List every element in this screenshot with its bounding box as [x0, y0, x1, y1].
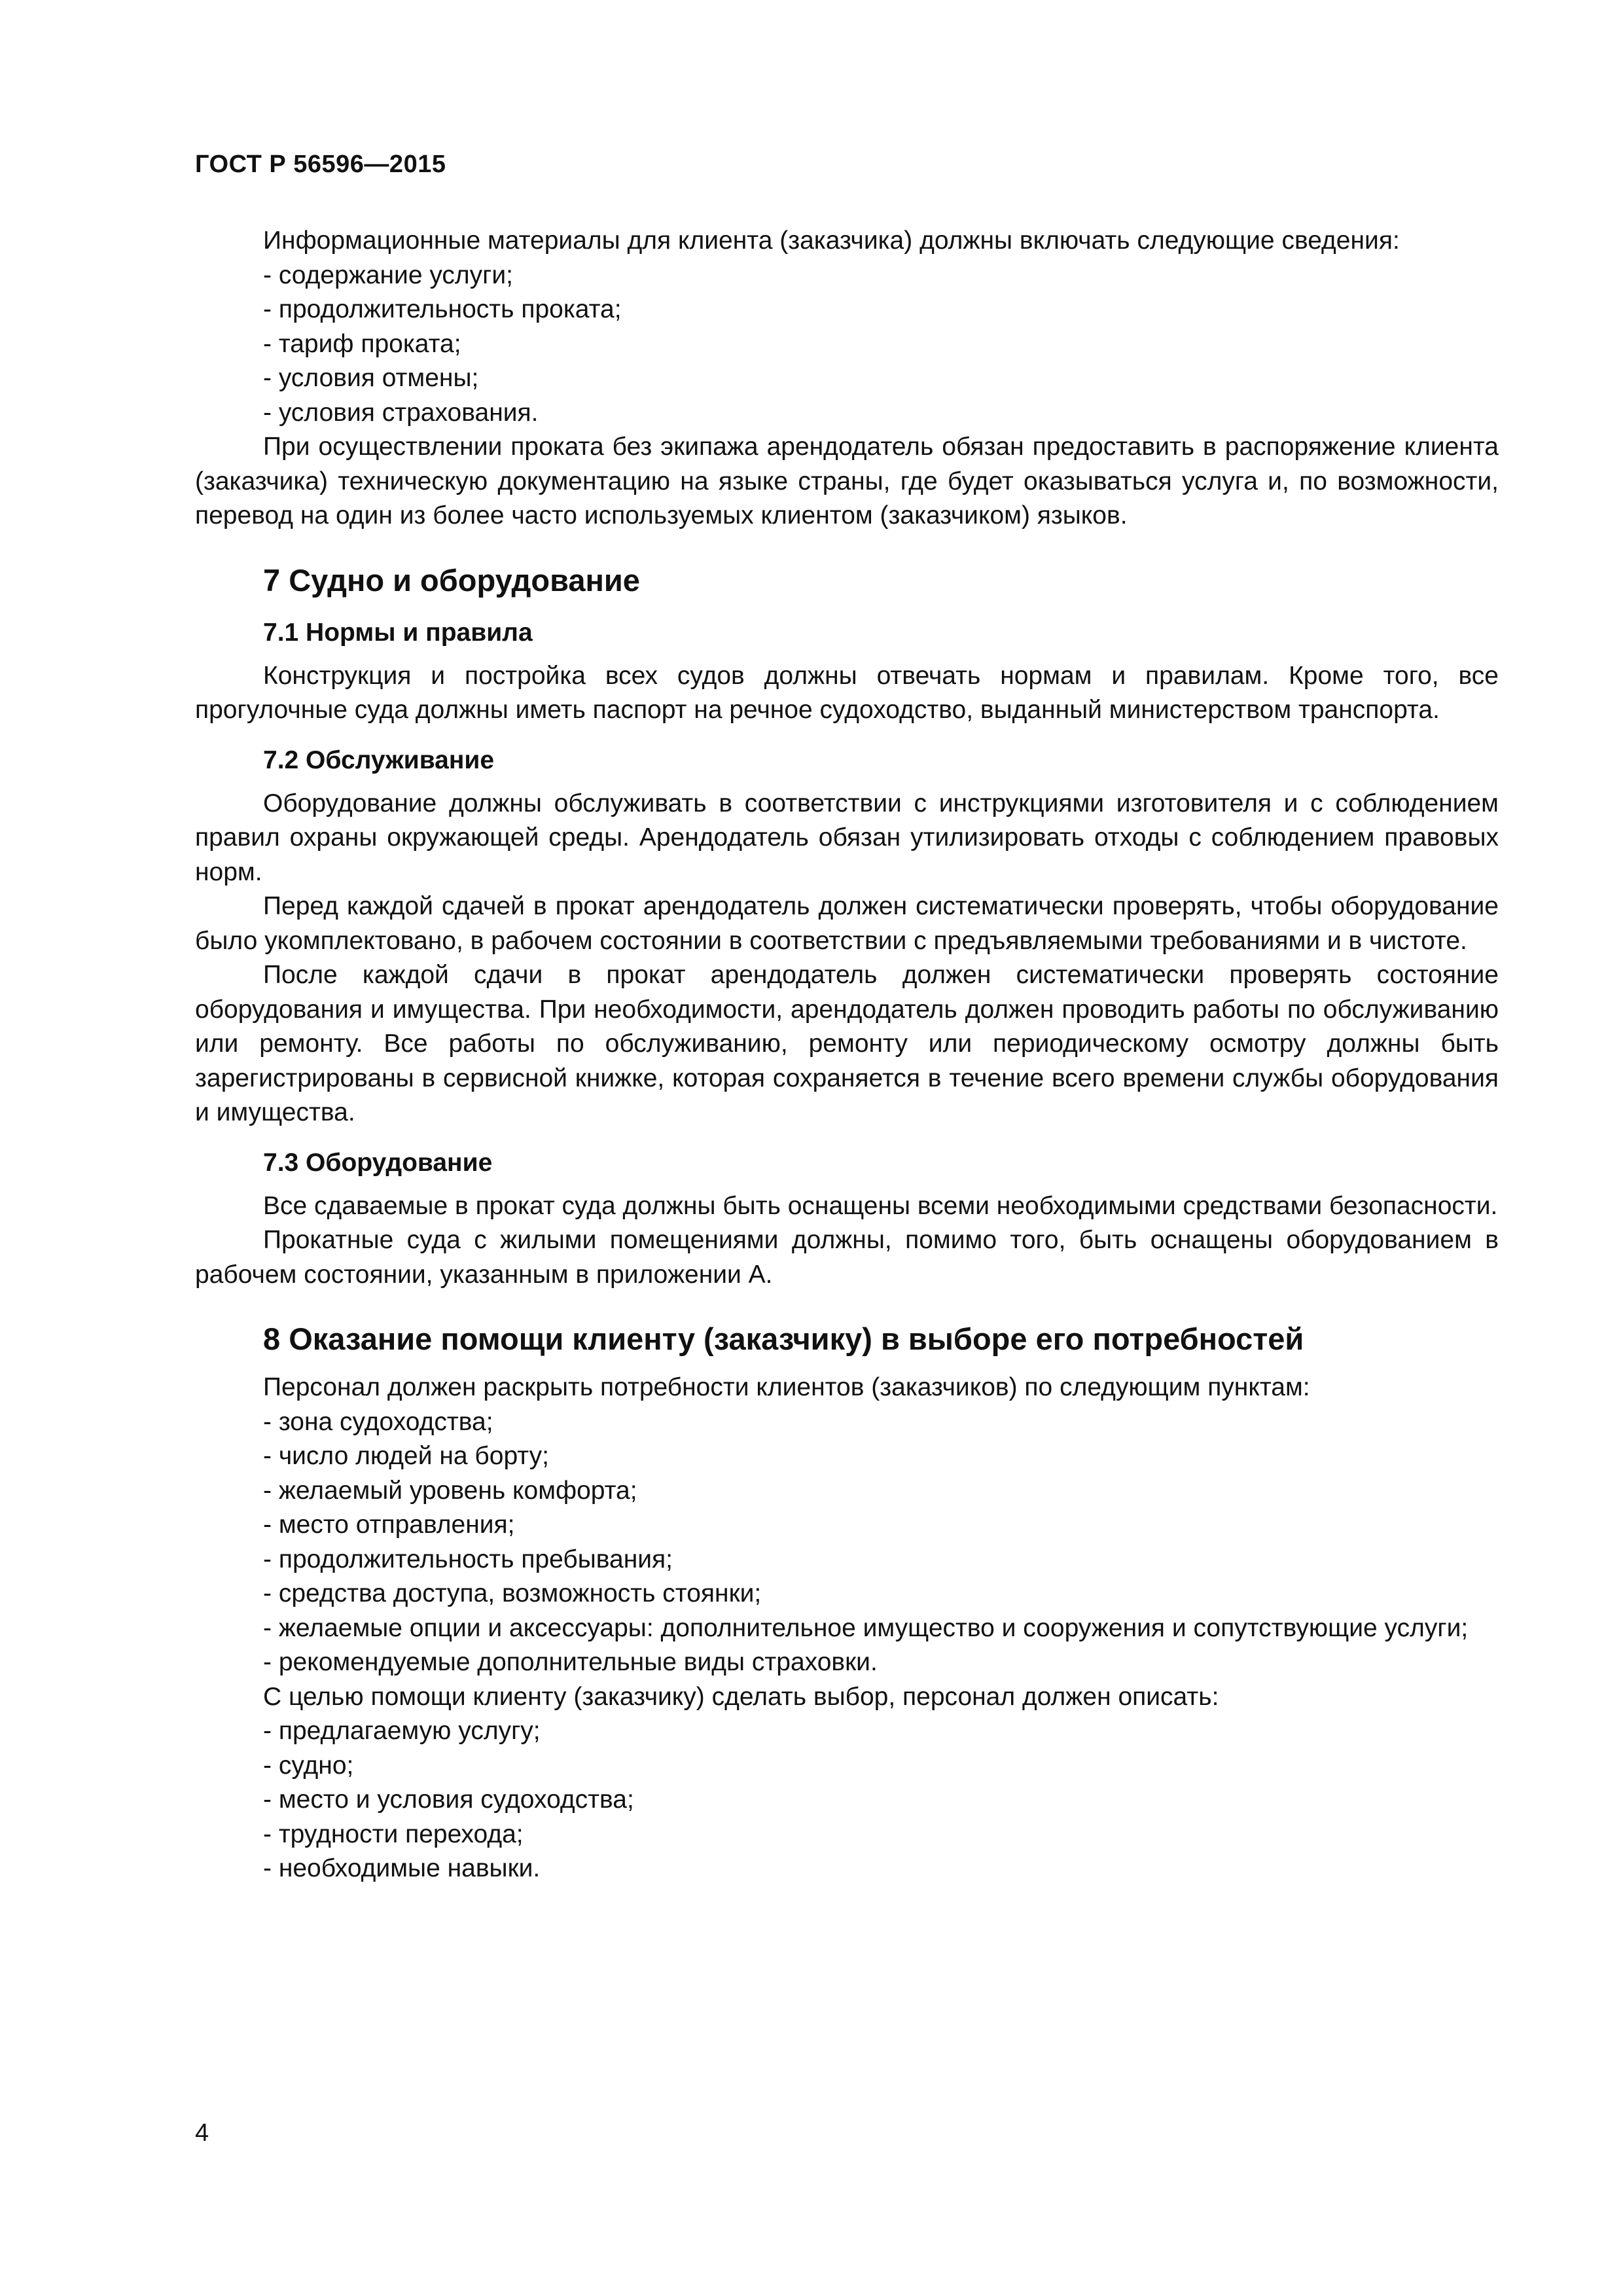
describe-item: - необходимые навыки. [263, 1854, 541, 1882]
describe-item: - трудности перехода; [263, 1820, 524, 1848]
intro-item: - тариф проката; [263, 329, 461, 358]
section-7-1-paragraph: Конструкция и постройка всех судов должны отвечать нормам и правилам. Кроме того, все прогулочные суда должны иметь паспорт на речное судоходство, выданный министерством транспорта. [195, 661, 1499, 724]
section-7-3-paragraph: Все сдаваемые в прокат суда должны быть оснащены всеми необходимыми средствами безопасности. [263, 1191, 1498, 1220]
needs-item: - рекомендуемые дополнительные виды страховки. [263, 1648, 878, 1676]
section-8-lead: Персонал должен раскрыть потребности клиентов (заказчиков) по следующим пунктам: [263, 1373, 1310, 1401]
section-8-heading: 8 Оказание помощи клиенту (заказчику) в выборе его потребностей [263, 1321, 1304, 1356]
section-7-1-heading: 7.1 Нормы и правила [263, 618, 533, 647]
section-7-3-heading: 7.3 Оборудование [263, 1148, 493, 1177]
needs-item: - продолжительность пребывания; [263, 1545, 673, 1573]
needs-item: - средства доступа, возможность стоянки; [263, 1579, 762, 1607]
standard-header: ГОСТ Р 56596—2015 [195, 151, 446, 178]
section-7-2-paragraph: После каждой сдачи в прокат арендодатель должен систематически проверять состояние оборудования и имущества. При необходимости, арендодатель должен проводить работы по обслуживанию или ремонту. Все работы по обслуживанию, ремонту или периодическому осмотру должны быть зарегистрированы в сервисной книжке, которая сохраняется в течение всего времени службы оборудования и имущества. [195, 961, 1499, 1126]
needs-item: - зона судоходства; [263, 1407, 493, 1436]
needs-item: - желаемый уровень комфорта; [263, 1476, 637, 1505]
needs-item: - место отправления; [263, 1511, 515, 1539]
needs-item: - число людей на борту; [263, 1442, 549, 1470]
section-7-2-paragraph: Перед каждой сдачей в прокат арендодатель должен систематически проверять, чтобы оборудование было укомплектовано, в рабочем состоянии в соответствии с предъявляемыми требованиями и в чистоте. [195, 892, 1499, 955]
describe-item: - судно; [263, 1751, 354, 1780]
intro-item: - продолжительность проката; [263, 295, 622, 323]
intro-lead: Информационные материалы для клиента (заказчика) должны включать следующие сведения: [263, 226, 1400, 255]
needs-item: - желаемые опции и аксессуары: дополнительное имущество и сооружения и сопутствующие услуги; [263, 1613, 1469, 1642]
intro-paragraph: При осуществлении проката без экипажа арендодатель обязан предоставить в распоряжение клиента (заказчика) техническую документацию на языке страны, где будет оказываться услуга и, по возможности, перевод на один из более часто используемых клиентом (заказчиком) языков. [195, 433, 1499, 529]
page-content [195, 224, 1499, 1886]
page-number: 4 [195, 2119, 209, 2147]
describe-item: - предлагаемую услугу; [263, 1717, 541, 1745]
section-7-2-paragraph: Оборудование должны обслуживать в соответствии с инструкциями изготовителя и с соблюдением правил охраны окружающей среды. Арендодатель обязан утилизировать отходы с соблюдением правовых норм. [195, 789, 1499, 886]
section-7-2-heading: 7.2 Обслуживание [263, 745, 495, 774]
section-7-heading: 7 Судно и оборудование [263, 562, 640, 598]
section-7-3-paragraph: Прокатные суда с жилыми помещениями должны, помимо того, быть оснащены оборудованием в рабочем состоянии, указанным в приложении А. [195, 1226, 1499, 1289]
section-8-lead: С целью помощи клиенту (заказчику) сделать выбор, персонал должен описать: [263, 1682, 1219, 1711]
intro-item: - условия страхования. [263, 398, 539, 427]
describe-item: - место и условия судоходства; [263, 1785, 634, 1814]
intro-item: - содержание услуги; [263, 260, 514, 289]
intro-item: - условия отмены; [263, 364, 479, 392]
